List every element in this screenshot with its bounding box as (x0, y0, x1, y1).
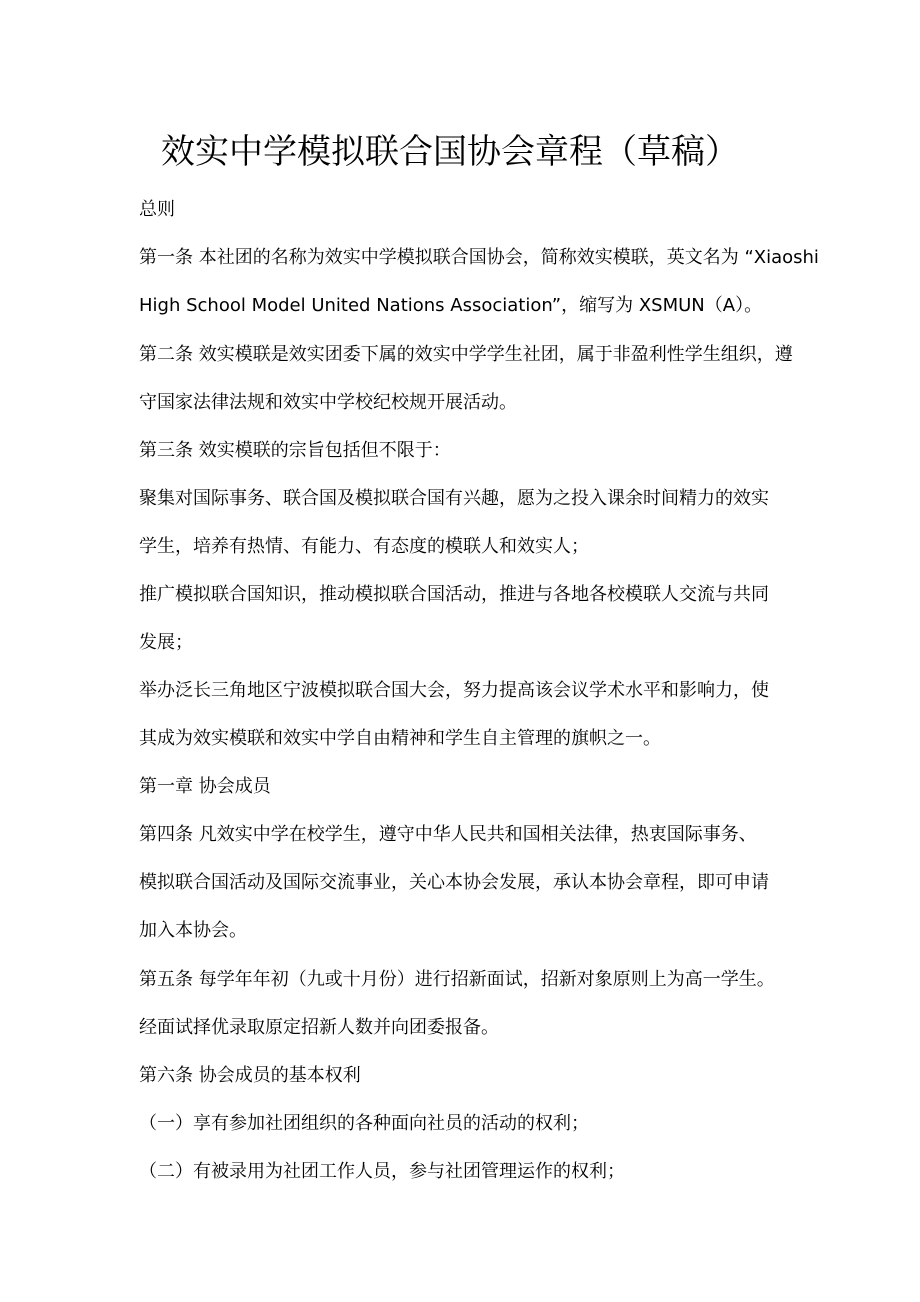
chapter-1-heading (139, 763, 789, 811)
article-1 (139, 234, 819, 330)
right-item-2 (139, 1148, 789, 1196)
section-heading-general (139, 186, 789, 234)
text-line: 总则 (139, 199, 175, 220)
text-line: High School Model United Nations Association”，缩写为 XSMUN（A）。 (139, 295, 763, 316)
article-4 (139, 811, 789, 955)
text-line: 经面试择优录取原定招新人数并向团委报备。 (139, 1017, 499, 1038)
text-line: 模拟联合国活动及国际交流事业，关心本协会发展，承认本协会章程，即可申请 (139, 872, 769, 893)
article-6 (139, 1052, 789, 1100)
text-line: 第五条 每学年年初（九或十月份）进行招新面试，招新对象原则上为高一学生。 (139, 969, 775, 990)
purpose-item-3 (139, 667, 789, 763)
text-line: 第二条 效实模联是效实团委下属的效实中学学生社团，属于非盈利性学生组织，遵 (139, 344, 793, 365)
article-5 (139, 956, 789, 1052)
text-line: 第四条 凡效实中学在校学生，遵守中华人民共和国相关法律，热衷国际事务、 (139, 824, 757, 845)
text-line: 第一章 协会成员 (139, 776, 271, 797)
text-line: 第三条 效实模联的宗旨包括但不限于： (139, 440, 451, 461)
text-line: 其成为效实模联和效实中学自由精神和学生自主管理的旗帜之一。 (139, 728, 661, 749)
text-line: 发展； (139, 632, 193, 653)
purpose-item-2 (139, 571, 789, 667)
article-2 (139, 331, 793, 427)
text-line: 第六条 协会成员的基本权利 (139, 1065, 361, 1086)
right-item-1 (139, 1100, 789, 1148)
article-3 (139, 427, 789, 475)
document-title: 效实中学模拟联合国协会章程（草稿） (161, 132, 739, 172)
text-line: 聚集对国际事务、联合国及模拟联合国有兴趣，愿为之投入课余时间精力的效实 (139, 488, 769, 509)
text-line: （二）有被录用为社团工作人员，参与社团管理运作的权利； (139, 1161, 625, 1182)
text-line: （一）享有参加社团组织的各种面向社员的活动的权利； (139, 1113, 589, 1134)
text-line: 加入本协会。 (139, 920, 247, 941)
text-line: 推广模拟联合国知识，推动模拟联合国活动，推进与各地各校模联人交流与共同 (139, 584, 769, 605)
text-line: 第一条 本社团的名称为效实中学模拟联合国协会，简称效实模联，英文名为 “Xiaoshi (139, 247, 819, 268)
text-line: 举办泛长三角地区宁波模拟联合国大会，努力提高该会议学术水平和影响力，使 (139, 680, 769, 701)
text-line: 学生，培养有热情、有能力、有态度的模联人和效实人； (139, 536, 589, 557)
text-line: 守国家法律法规和效实中学校纪校规开展活动。 (139, 392, 517, 413)
purpose-item-1 (139, 475, 789, 571)
